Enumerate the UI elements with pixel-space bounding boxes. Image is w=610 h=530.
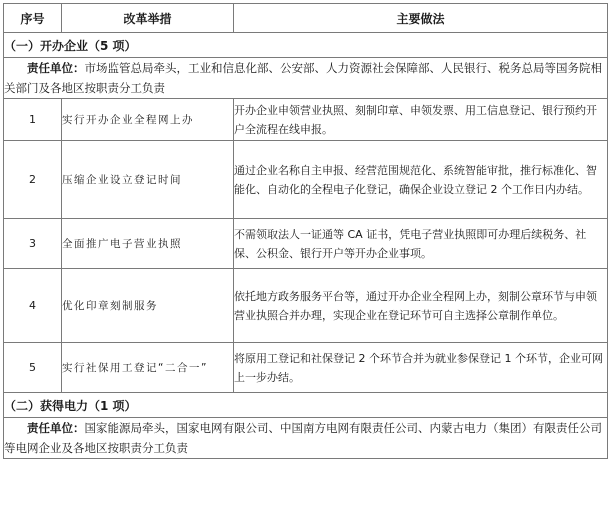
- responsibility-row: [4, 58, 608, 99]
- row-practice: 开办企业申领营业执照、刻制印章、申领发票、用工信息登记、银行预约开户全流程在线申报。: [234, 99, 608, 141]
- row-practice: 不需领取法人一证通等 CA 证书，凭电子营业执照即可办理后续税务、社保、公积金、银行开户等开办企业事项。: [234, 219, 608, 269]
- responsibility-text: 国家能源局牵头，国家电网有限公司、中国南方电网有限责任公司、内蒙古电力（集团）有限责任公司等电网企业及各地区按职责分工负责: [4, 421, 602, 455]
- row-measure: 实行开办企业全程网上办: [62, 99, 234, 141]
- row-number: 2: [4, 141, 62, 219]
- table-row: [4, 141, 608, 219]
- responsibility-row: [4, 418, 608, 459]
- responsibility-text: 市场监管总局牵头，工业和信息化部、公安部、人力资源社会保障部、人民银行、税务总局等国务院相关部门及各地区按职责分工负责: [4, 61, 602, 95]
- table-header-row: [4, 4, 608, 33]
- table-row: [4, 219, 608, 269]
- row-measure: 压缩企业设立登记时间: [62, 141, 234, 219]
- responsibility-label: 责任单位：: [27, 421, 85, 435]
- row-number: 1: [4, 99, 62, 141]
- row-measure: 实行社保用工登记“二合一”: [62, 343, 234, 393]
- table-row: [4, 269, 608, 343]
- section-title-row: [4, 393, 608, 418]
- row-practice: 依托地方政务服务平台等，通过开办企业全程网上办，刻制公章环节与申领营业执照合并办理，实现企业在登记环节可自主选择公章制作单位。: [234, 269, 608, 343]
- header-practice: 主要做法: [234, 4, 608, 33]
- header-no: 序号: [4, 4, 62, 33]
- row-number: 4: [4, 269, 62, 343]
- row-practice: 通过企业名称自主申报、经营范围规范化、系统智能审批，推行标准化、智能化、自动化的全程电子化登记，确保企业设立登记 2 个工作日内办结。: [234, 141, 608, 219]
- table-row: [4, 343, 608, 393]
- responsibility-cell: [4, 418, 608, 459]
- header-measure: 改革举措: [62, 4, 234, 33]
- table-row: [4, 99, 608, 141]
- row-measure: 优化印章刻制服务: [62, 269, 234, 343]
- section-title: （二）获得电力（1 项）: [4, 393, 608, 418]
- row-number: 3: [4, 219, 62, 269]
- reform-table: [3, 3, 608, 459]
- row-measure: 全面推广电子营业执照: [62, 219, 234, 269]
- section-title-row: [4, 33, 608, 58]
- section-title: （一）开办企业（5 项）: [4, 33, 608, 58]
- row-number: 5: [4, 343, 62, 393]
- responsibility-label: 责任单位：: [27, 61, 85, 75]
- responsibility-cell: [4, 58, 608, 99]
- row-practice: 将原用工登记和社保登记 2 个环节合并为就业参保登记 1 个环节，企业可网上一步办结。: [234, 343, 608, 393]
